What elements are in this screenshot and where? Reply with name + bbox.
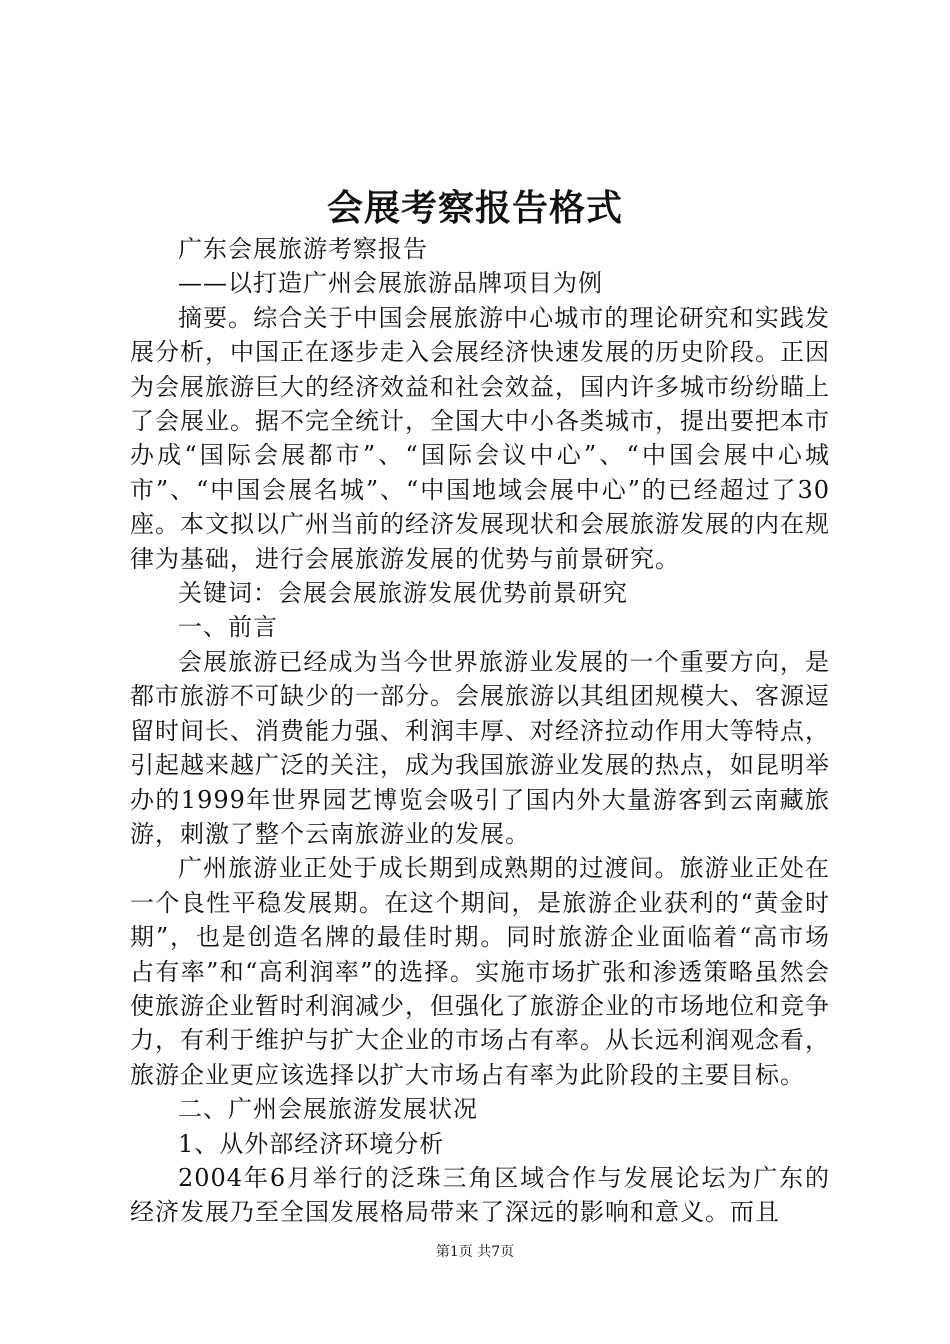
section-heading-2: 二、广州会展旅游发展状况 [178, 1095, 478, 1124]
document-body [130, 232, 830, 1230]
subsection-heading-1: 1、从外部经济环境分析 [178, 1129, 445, 1158]
report-heading: 广东会展旅游考察报告 [178, 235, 428, 263]
report-subtitle: ——以打造广州会展旅游品牌项目为例 [178, 269, 603, 298]
body-paragraph: 会展旅游已经成为当今世界旅游业发展的一个重要方向，是都市旅游不可缺少的一部分。会展旅游以其组团规模大、客源逗留时间长、消费能力强、利润丰厚、对经济拉动作用大等特点，引起越来越广泛的关注，成为我国旅游业发展的热点，如昆明举办的1999年世界园艺博览会吸引了国内外大量游客到云南藏旅游，刺激了整个云南旅游业的发展。 [130, 647, 830, 848]
keywords-line: 关键词：会展会展旅游发展优势前景研究 [178, 579, 628, 608]
document-title: 会展考察报告格式 [326, 187, 623, 229]
page-number-footer: 第1页 共7页 [435, 1244, 515, 1260]
body-paragraph: 广州旅游业正处于成长期到成熟期的过渡间。旅游业正处在一个良性平稳发展期。在这个期间，是旅游企业获利的“黄金时期”，也是创造名牌的最佳时期。同时旅游企业面临着“高市场占有率”和“高利润率”的选择。实施市场扩张和渗透策略虽然会使旅游企业暂时利润减少，但强化了旅游企业的市场地位和竞争力，有利于维护与扩大企业的市场占有率。从长远利润观念看，旅游企业更应该选择以扩大市场占有率为此阶段的主要目标。 [130, 854, 830, 1089]
body-paragraph: 2004年6月举行的泛珠三角区域合作与发展论坛为广东的经济发展乃至全国发展格局带来了深远的影响和意义。而且 [130, 1163, 830, 1227]
abstract-paragraph: 摘要。综合关于中国会展旅游中心城市的理论研究和实践发展分析，中国正在逐步走入会展经济快速发展的历史阶段。正因为会展旅游巨大的经济效益和社会效益，国内许多城市纷纷瞄上了会展业。据不完全统计，全国大中小各类城市，提出要把本市办成“国际会展都市”、“国际会议中心”、“中国会展中心城市”、“中国会展名城”、“中国地域会展中心”的已经超过了30座。本文拟以广州当前的经济发展现状和会展旅游发展的内在规律为基础，进行会展旅游发展的优势与前景研究。 [130, 303, 830, 573]
section-heading-1: 一、前言 [178, 613, 278, 642]
